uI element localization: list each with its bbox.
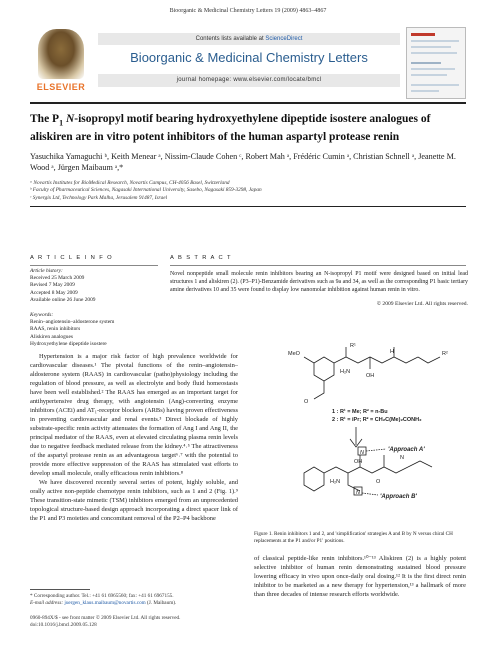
fig-label: N — [400, 455, 404, 461]
article-history — [30, 268, 160, 304]
title-part: The P — [30, 113, 60, 125]
article-title — [30, 112, 470, 144]
elsevier-tree-icon — [38, 29, 84, 79]
keywords — [30, 312, 160, 348]
contents-bar — [98, 33, 400, 45]
journal-title[interactable]: Bioorganic & Medicinal Chemistry Letters — [130, 50, 368, 65]
elsevier-logo[interactable] — [32, 27, 90, 97]
issn-line: 0960-894X/$ - see front matter © 2009 Elsevier Ltd. All rights reserved. — [30, 615, 181, 621]
fig-label: N — [356, 490, 360, 496]
compound-2-label: 2 : R¹ = iPr; R² = CH₂C(Me)₂CONH₂ — [332, 417, 422, 423]
fig-label: N — [360, 450, 364, 456]
title-italic: N — [63, 113, 75, 125]
body-column-right — [254, 554, 466, 599]
approach-b-label: 'Approach B' — [380, 494, 417, 500]
corresponding-author-footnote — [30, 593, 250, 607]
history-item: Accepted 8 May 2009 — [30, 289, 78, 296]
email-suffix: (J. Maibaum). — [145, 600, 177, 607]
email-link[interactable]: juergen_klaus.maibaum@novartis.com — [64, 600, 146, 607]
affiliations — [30, 180, 470, 202]
publication-info — [30, 615, 250, 629]
fig-label: OH — [366, 373, 375, 379]
approach-a-pointer — [366, 449, 386, 451]
fig-label: R¹ — [350, 343, 356, 349]
fig-label: MeO — [288, 351, 300, 357]
doi-link[interactable]: doi:10.1016/j.bmcl.2009.05.128 — [30, 622, 97, 629]
fig-label: H — [390, 349, 394, 355]
aromatic-ring-top — [314, 357, 334, 381]
article-info-heading: A R T I C L E I N F O — [30, 255, 114, 261]
abstract-copyright: © 2009 Elsevier Ltd. All rights reserved. — [376, 301, 468, 307]
footnote-rule — [30, 589, 90, 590]
fig-label: O — [376, 479, 381, 485]
keyword: Aliskiren analogues — [30, 333, 73, 340]
aromatic-ring-bottom — [304, 467, 324, 491]
backbone-chain-bottom — [324, 467, 408, 473]
approach-a-label: 'Approach A' — [388, 447, 425, 453]
keywords-label: Keywords: — [30, 312, 54, 318]
author-list: Yasuchika Yamaguchi ᵇ, Keith Menear ᵃ, Nissim-Claude Cohen ᶜ, Robert Mah ᵃ, Frédéric Cumin ᵃ, Christian Schnell ᵃ, Jeanette M. Wood ᵃ, Jürgen Maibaum ᵃ,* — [30, 152, 456, 172]
cover-line — [411, 74, 447, 76]
history-item: Available online 26 June 2009 — [30, 296, 96, 303]
transform-arrow-icon — [350, 427, 362, 447]
title-subscript: 1 — [59, 118, 64, 128]
email-line — [30, 600, 250, 607]
keyword: RAAS, renin inhibitors — [30, 326, 81, 333]
fig-label: OH — [354, 459, 363, 465]
section-rule — [30, 206, 466, 207]
body-column-left — [30, 352, 238, 523]
fig-label: H₂N — [330, 479, 341, 485]
affiliation: ᵇ Faculty of Pharmaceutical Sciences, Nagasaki International University, Sasebo, Nagasaki 859-3298, Japan — [30, 187, 262, 194]
fig-label: H₂N — [340, 369, 351, 375]
body-paragraph: Hypertension is a major risk factor of high prevalence worldwide for cardiovascular diseases.¹ The pivotal functions of the renin–angiotensin–aldosterone system (RAAS) in cardiovascular (patho)physiology including the regulation of blood pressure, as well as electrolyte and body fluid homeostasis have been well established.² The RAAS has emerged as an important target for antihypertensive drug therapy, with angiotensin (Ang)-converting enzyme inhibitors (ACEi) and AT₁-receptor blockers (ARBs) having proven effectiveness in preventing cardiovascular and renal events.³ Direct blockade of highly substrate-specific renin activity attenuates the formation of Ang I and Ang II, the principal mediator of the RAAS, even at elevated circulating plasma renin levels due to negative feedback mediated release from the kidney.⁴˒⁵ The attractiveness of the aspartyl protease renin as an advantageous target⁶˒⁷ with the potential to provide more effective suppression of the RAAS has stimulated vast efforts to develop small molecule, orally efficacious renin inhibitors.⁸ — [30, 353, 238, 477]
cover-line — [411, 84, 459, 86]
history-item: Received 25 March 2009 — [30, 275, 85, 282]
body-paragraph: of classical peptide-like renin inhibitors.¹⁰⁻¹³ Aliskiren (2) is a highly potent selective inhibitor of human renin demonstrating sustained blood pressure lowering efficacy in vivo upon once-daily oral dosing.¹² It is the first direct renin inhibitor to be marketed as a new therapy for hypertension,¹³ a hallmark of more than three decades of intense research efforts worldwide. — [254, 555, 466, 598]
email-label: E-mail address: — [30, 600, 65, 607]
fig-label: O — [304, 399, 309, 405]
contents-prefix: Contents lists available at — [195, 36, 266, 42]
journal-homepage[interactable]: journal homepage: www.elsevier.com/locate/bmcl — [98, 74, 400, 87]
journal-citation: Bioorganic & Medicinal Chemistry Letters 19 (2009) 4863–4867 — [169, 8, 327, 14]
abstract-rule — [170, 265, 466, 266]
elsevier-wordmark: ELSEVIER — [36, 82, 86, 92]
history-item: Revised 7 May 2009 — [30, 282, 75, 289]
backbone-chain-top — [334, 357, 418, 363]
affiliation: ᶜ Synergix Ltd, Technology Park Malha, Jerusalem 91487, Israel — [30, 194, 168, 201]
abstract-text: Novel nonpeptide small molecule renin inhibitors bearing an N-isopropyl P1 motif were designed based on initial lead structures 1 and aliskiren (2). (P3–P1)-Benzamide derivatives such as 9a and 34, as well as the corresponding P1 basic tertiary amine derivatives 10 and 35 were found to display low nanomolar inhibition against human renin in vitro. — [170, 271, 468, 293]
cover-line — [411, 68, 455, 70]
fig-label: R² — [442, 351, 448, 357]
compound-1-label: 1 : R¹ = Me; R² = n-Bu — [332, 409, 388, 415]
cover-line — [411, 40, 459, 42]
affiliation: ᵃ Novartis Institutes for BioMedical Research, Novartis Campus, CH-4056 Basel, Switzerland — [30, 180, 230, 186]
approach-b-pointer — [362, 493, 378, 495]
title-rest: -isopropyl motif bearing hydroxyethylene dipeptide isostere analogues of aliskiren are in vitro potent inhibitors of the human aspartyl protease renin — [30, 113, 431, 144]
header-rule — [30, 102, 466, 104]
cover-line — [411, 90, 439, 92]
journal-cover-thumbnail[interactable] — [406, 27, 466, 99]
figure-caption: Figure 1. Renin inhibitors 1 and 2, and 'simplification' strategies A and B by N versus chiral CH replacements at the P1 and/or P1′ positions. — [254, 531, 453, 544]
keyword: Hydroxyethylene dipeptide isostere — [30, 340, 107, 347]
history-label: Article history: — [30, 268, 63, 274]
sciencedirect-link[interactable]: ScienceDirect — [265, 36, 303, 42]
figure-1-structures — [254, 343, 466, 528]
corresponding-author: * Corresponding author. Tel.: +41 61 6965560; fax: +41 61 6967155. — [30, 593, 174, 599]
cover-line — [411, 46, 451, 48]
cover-red-band — [411, 33, 435, 36]
body-paragraph: We have discovered recently several series of potent, highly soluble, and orally active non-peptide chemotype renin inhibitors, such as 1 and 2 (Fig. 1).⁹ These transition-state mimetic (TSM) inhibitors emerged from an unprecedented topological structure-based design approach incorporating a direct spacer link of the P1 and P3 moieties and concomitant removal of the P2–P4 backbone — [30, 479, 238, 522]
abstract-heading: A B S T R A C T — [170, 255, 232, 261]
keyword: Renin–angiotensin–aldosterone system — [30, 319, 115, 326]
cover-line — [411, 62, 441, 64]
cover-line — [411, 52, 457, 54]
article-info-rule — [30, 265, 158, 266]
